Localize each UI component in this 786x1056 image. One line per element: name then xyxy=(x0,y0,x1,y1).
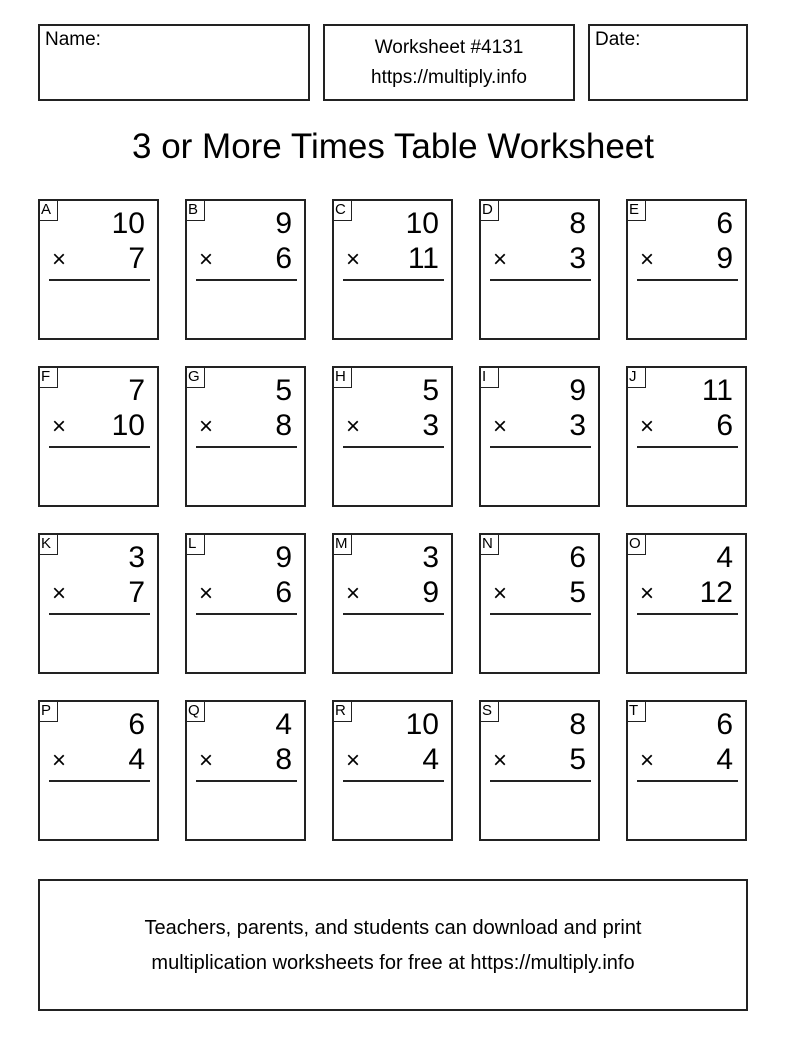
answer-line xyxy=(343,780,444,782)
problem-letter: G xyxy=(185,366,205,388)
times-sign: × xyxy=(640,246,655,273)
multiplier: 6 xyxy=(716,409,733,442)
multiplier: 4 xyxy=(716,743,733,776)
times-sign: × xyxy=(346,246,361,273)
multiplier: 7 xyxy=(128,576,145,609)
footer-box xyxy=(38,879,748,1011)
problem-card xyxy=(479,533,600,674)
multiplier: 5 xyxy=(569,743,586,776)
times-sign: × xyxy=(52,747,67,774)
answer-line xyxy=(637,279,738,281)
times-sign: × xyxy=(52,580,67,607)
multiplier: 3 xyxy=(569,242,586,275)
problem-card xyxy=(626,199,747,340)
times-sign: × xyxy=(346,747,361,774)
answer-line xyxy=(343,446,444,448)
problem-card xyxy=(38,700,159,841)
multiplier: 9 xyxy=(716,242,733,275)
multiplicand: 9 xyxy=(275,541,292,574)
date-field-box xyxy=(588,24,748,101)
problem-letter: F xyxy=(38,366,58,388)
problem-card xyxy=(626,533,747,674)
problem-card xyxy=(332,700,453,841)
page-title: 3 or More Times Table Worksheet xyxy=(132,127,654,166)
problem-card xyxy=(626,700,747,841)
multiplier: 6 xyxy=(275,242,292,275)
times-sign: × xyxy=(199,246,214,273)
multiplicand: 6 xyxy=(716,708,733,741)
answer-line xyxy=(637,446,738,448)
problem-letter: P xyxy=(38,700,58,722)
times-sign: × xyxy=(493,580,508,607)
name-field-box xyxy=(38,24,310,101)
times-sign: × xyxy=(346,413,361,440)
multiplicand: 5 xyxy=(422,374,439,407)
problem-card xyxy=(38,199,159,340)
times-sign: × xyxy=(199,580,214,607)
problem-letter: B xyxy=(185,199,205,221)
multiplicand: 5 xyxy=(275,374,292,407)
problem-letter: N xyxy=(479,533,499,555)
problem-letter: Q xyxy=(185,700,205,722)
answer-line xyxy=(196,279,297,281)
problem-letter: S xyxy=(479,700,499,722)
problem-card xyxy=(38,366,159,507)
problem-letter: H xyxy=(332,366,352,388)
multiplier: 9 xyxy=(422,576,439,609)
multiplicand: 3 xyxy=(128,541,145,574)
multiplicand: 4 xyxy=(716,541,733,574)
problem-letter: E xyxy=(626,199,646,221)
problem-letter: T xyxy=(626,700,646,722)
problem-letter: O xyxy=(626,533,646,555)
multiplier: 7 xyxy=(128,242,145,275)
problem-card xyxy=(185,533,306,674)
problem-letter: M xyxy=(332,533,352,555)
times-sign: × xyxy=(493,246,508,273)
problem-card xyxy=(479,199,600,340)
times-sign: × xyxy=(52,246,67,273)
answer-line xyxy=(196,446,297,448)
answer-line xyxy=(490,780,591,782)
answer-line xyxy=(343,279,444,281)
answer-line xyxy=(490,446,591,448)
problem-letter: L xyxy=(185,533,205,555)
answer-line xyxy=(490,279,591,281)
problem-letter: D xyxy=(479,199,499,221)
multiplicand: 3 xyxy=(422,541,439,574)
problem-card xyxy=(332,533,453,674)
date-label: Date: xyxy=(595,29,641,50)
footer-text-line-1: Teachers, parents, and students can download and print xyxy=(144,917,642,939)
problem-card xyxy=(185,700,306,841)
problem-letter: K xyxy=(38,533,58,555)
answer-line xyxy=(49,446,150,448)
problem-card xyxy=(332,199,453,340)
multiplicand: 10 xyxy=(405,207,439,240)
times-sign: × xyxy=(52,413,67,440)
answer-line xyxy=(343,613,444,615)
problem-letter: J xyxy=(626,366,646,388)
worksheet-info-box xyxy=(323,24,575,101)
multiplier: 6 xyxy=(275,576,292,609)
times-sign: × xyxy=(199,413,214,440)
problem-card xyxy=(479,366,600,507)
times-sign: × xyxy=(346,580,361,607)
multiplicand: 6 xyxy=(569,541,586,574)
answer-line xyxy=(49,279,150,281)
problem-letter: R xyxy=(332,700,352,722)
footer-text-line-2: multiplication worksheets for free at https://multiply.info xyxy=(151,952,635,974)
multiplicand: 6 xyxy=(128,708,145,741)
problem-card xyxy=(626,366,747,507)
times-sign: × xyxy=(640,580,655,607)
answer-line xyxy=(490,613,591,615)
multiplicand: 8 xyxy=(569,207,586,240)
multiplicand: 11 xyxy=(701,374,733,407)
answer-line xyxy=(196,613,297,615)
multiplicand: 8 xyxy=(569,708,586,741)
answer-line xyxy=(637,780,738,782)
times-sign: × xyxy=(199,747,214,774)
multiplier: 3 xyxy=(422,409,439,442)
multiplier: 8 xyxy=(275,743,292,776)
multiplicand: 9 xyxy=(275,207,292,240)
multiplier: 5 xyxy=(569,576,586,609)
answer-line xyxy=(637,613,738,615)
multiplicand: 7 xyxy=(128,374,145,407)
worksheet-number: Worksheet #4131 xyxy=(374,37,524,58)
times-sign: × xyxy=(493,747,508,774)
name-label: Name: xyxy=(45,29,101,50)
problem-letter: C xyxy=(332,199,352,221)
worksheet-url: https://multiply.info xyxy=(371,67,527,88)
multiplicand: 4 xyxy=(275,708,292,741)
problem-letter: I xyxy=(479,366,499,388)
multiplier: 8 xyxy=(275,409,292,442)
multiplier: 11 xyxy=(407,242,439,275)
answer-line xyxy=(49,780,150,782)
problem-card xyxy=(332,366,453,507)
answer-line xyxy=(196,780,297,782)
times-sign: × xyxy=(640,413,655,440)
multiplier: 4 xyxy=(128,743,145,776)
multiplier: 10 xyxy=(111,409,145,442)
answer-line xyxy=(49,613,150,615)
multiplicand: 9 xyxy=(569,374,586,407)
problem-card xyxy=(479,700,600,841)
problem-letter: A xyxy=(38,199,58,221)
times-sign: × xyxy=(640,747,655,774)
multiplicand: 10 xyxy=(405,708,439,741)
multiplicand: 6 xyxy=(716,207,733,240)
multiplicand: 10 xyxy=(111,207,145,240)
multiplier: 12 xyxy=(699,576,733,609)
problem-card xyxy=(185,199,306,340)
problem-card xyxy=(185,366,306,507)
times-sign: × xyxy=(493,413,508,440)
problem-card xyxy=(38,533,159,674)
multiplier: 4 xyxy=(422,743,439,776)
multiplier: 3 xyxy=(569,409,586,442)
